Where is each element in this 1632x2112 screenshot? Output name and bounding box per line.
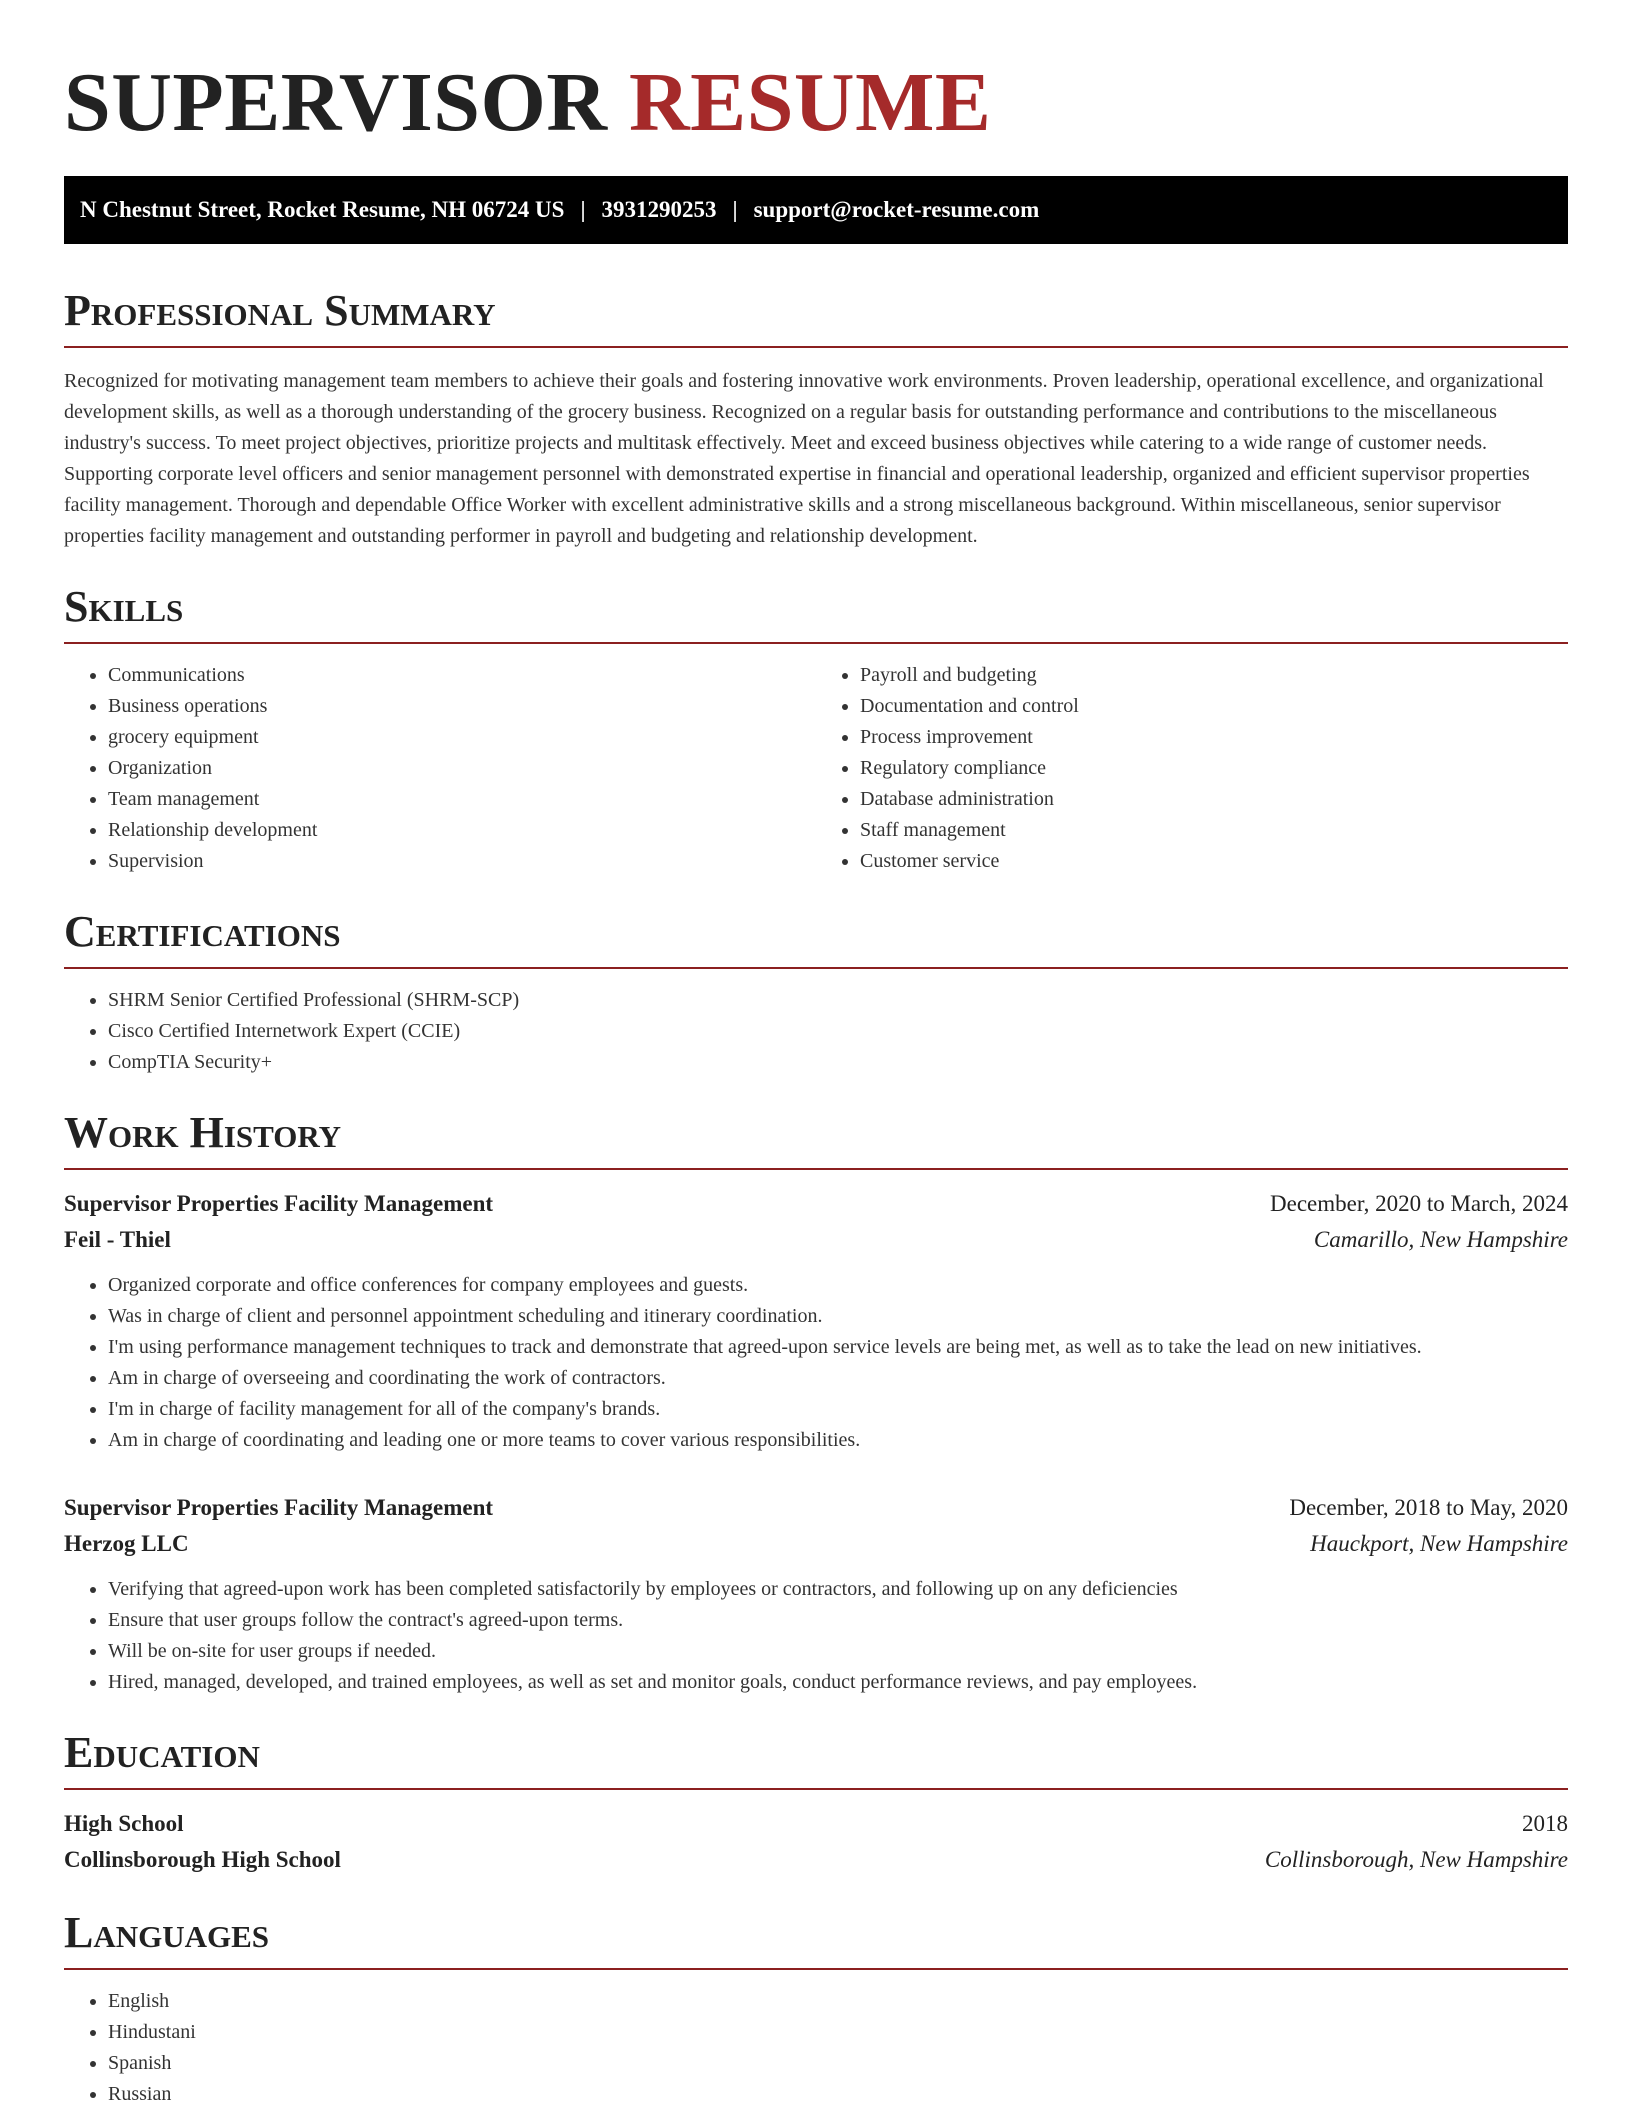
certification-item: • SHRM Senior Certified Professional (SHRM-SCP) [108, 985, 1568, 1016]
education-heading: Education [64, 1728, 1568, 1790]
skill-item: • Business operations [108, 691, 816, 722]
job-title: Supervisor Properties Facility Management [64, 1495, 494, 1520]
job-subheader [64, 1222, 1568, 1258]
certifications-list [64, 985, 1568, 1078]
summary-text: Recognized for motivating management team members to achieve their goals and fostering innovative work environments. Proven leadership, operational excellence, and organizational development skills, as well as a thorough understanding of the grocery business. Recognized on a regular basis for outstanding performance and contributions to the miscellaneous industry's success. To meet project objectives, prioritize projects and multitask effectively. Meet and exceed business objectives while catering to a wide range of customer needs. Supporting corporate level officers and senior management personnel with demonstrated expertise in financial and operational leadership, organized and efficient supervisor properties facility management. Thorough and dependable Office Worker with excellent administrative skills and a strong miscellaneous background. Within miscellaneous, senior supervisor properties facility management and outstanding performer in payroll and budgeting and relationship development. [64, 370, 1544, 547]
education-subheader [64, 1842, 1568, 1878]
certifications-heading: Certifications [64, 907, 1568, 969]
skill-item: • Communications [108, 660, 816, 691]
skill-item: • Regulatory compliance [860, 753, 1568, 784]
certifications-section [64, 907, 1568, 1078]
languages-list [64, 1986, 1568, 2110]
skill-item: • Supervision [108, 846, 816, 877]
language-item: • Russian [108, 2079, 1568, 2110]
skill-item: • Organization [108, 753, 816, 784]
job-dates: December, 2018 to May, 2020 [1289, 1495, 1568, 1520]
job-duty: • Will be on-site for user groups if needed. [108, 1636, 1568, 1667]
skill-item: • Relationship development [108, 815, 816, 846]
work-history-heading: Work History [64, 1108, 1568, 1170]
job-company: Feil - Thiel [64, 1227, 171, 1252]
contact-email[interactable]: support@rocket-resume.com [753, 197, 1040, 222]
contact-phone: 3931290253 [601, 197, 717, 222]
skill-item: • Customer service [860, 846, 1568, 877]
summary-section [64, 286, 1568, 552]
work-history-section [64, 1108, 1568, 1698]
skill-item: • Staff management [860, 815, 1568, 846]
skills-heading: Skills [64, 582, 1568, 644]
education-entry [64, 1806, 1568, 1878]
contact-separator: | [732, 197, 738, 222]
job-duty: • Verifying that agreed-upon work has been completed satisfactorily by employees or contractors, and following up on any deficiencies [108, 1574, 1568, 1605]
education-school: Collinsborough High School [64, 1847, 341, 1872]
job-duty: • Am in charge of overseeing and coordinating the work of contractors. [108, 1363, 1568, 1394]
resume-title [64, 0, 1568, 148]
certification-item: • CompTIA Security+ [108, 1047, 1568, 1078]
education-header [64, 1806, 1568, 1842]
job-duties-list [64, 1574, 1568, 1698]
contact-separator: | [580, 197, 586, 222]
job-duty: • Was in charge of client and personnel appointment scheduling and itinerary coordination. [108, 1301, 1568, 1332]
job-header [64, 1186, 1568, 1222]
job-duty: • Am in charge of coordinating and leading one or more teams to cover various responsibilities. [108, 1425, 1568, 1456]
skill-item: • Documentation and control [860, 691, 1568, 722]
certification-item: • Cisco Certified Internetwork Expert (CCIE) [108, 1016, 1568, 1047]
education-location: Collinsborough, New Hampshire [1264, 1847, 1568, 1872]
job-duty: • Hired, managed, developed, and trained employees, as well as set and monitor goals, conduct performance reviews, and pay employees. [108, 1667, 1568, 1698]
title-accent: RESUME [629, 56, 992, 149]
job-entry [64, 1490, 1568, 1698]
education-degree: High School [64, 1811, 184, 1836]
skill-item: • Database administration [860, 784, 1568, 815]
job-header [64, 1490, 1568, 1526]
job-location: Hauckport, New Hampshire [1310, 1531, 1568, 1556]
skill-item: • Team management [108, 784, 816, 815]
languages-section [64, 1908, 1568, 2110]
skills-list-right [816, 660, 1568, 877]
job-duties-list [64, 1270, 1568, 1456]
contact-bar [64, 176, 1568, 244]
job-duty: • Ensure that user groups follow the contract's agreed-upon terms. [108, 1605, 1568, 1636]
education-year: 2018 [1522, 1811, 1568, 1836]
language-item: • English [108, 1986, 1568, 2017]
skills-section [64, 582, 1568, 877]
job-company: Herzog LLC [64, 1531, 189, 1556]
job-duty: • Organized corporate and office conferences for company employees and guests. [108, 1270, 1568, 1301]
job-duty: • I'm in charge of facility management for all of the company's brands. [108, 1394, 1568, 1425]
education-section [64, 1728, 1568, 1878]
skills-columns [64, 644, 1568, 877]
skill-item: • Process improvement [860, 722, 1568, 753]
summary-heading: Professional Summary [64, 286, 1568, 348]
job-duty: • I'm using performance management techniques to track and demonstrate that agreed-upon service levels are being met, as well as to take the lead on new initiatives. [108, 1332, 1568, 1363]
language-item: • Hindustani [108, 2017, 1568, 2048]
contact-address: N Chestnut Street, Rocket Resume, NH 06724 US [80, 197, 565, 222]
job-dates: December, 2020 to March, 2024 [1270, 1191, 1568, 1216]
skill-item: • grocery equipment [108, 722, 816, 753]
title-main: SUPERVISOR [64, 56, 608, 149]
languages-heading: Languages [64, 1908, 1568, 1970]
skills-list-left [64, 660, 816, 877]
job-entry [64, 1186, 1568, 1456]
job-subheader [64, 1526, 1568, 1562]
job-location: Camarillo, New Hampshire [1313, 1227, 1568, 1252]
skill-item: • Payroll and budgeting [860, 660, 1568, 691]
language-item: • Spanish [108, 2048, 1568, 2079]
job-title: Supervisor Properties Facility Management [64, 1191, 494, 1216]
